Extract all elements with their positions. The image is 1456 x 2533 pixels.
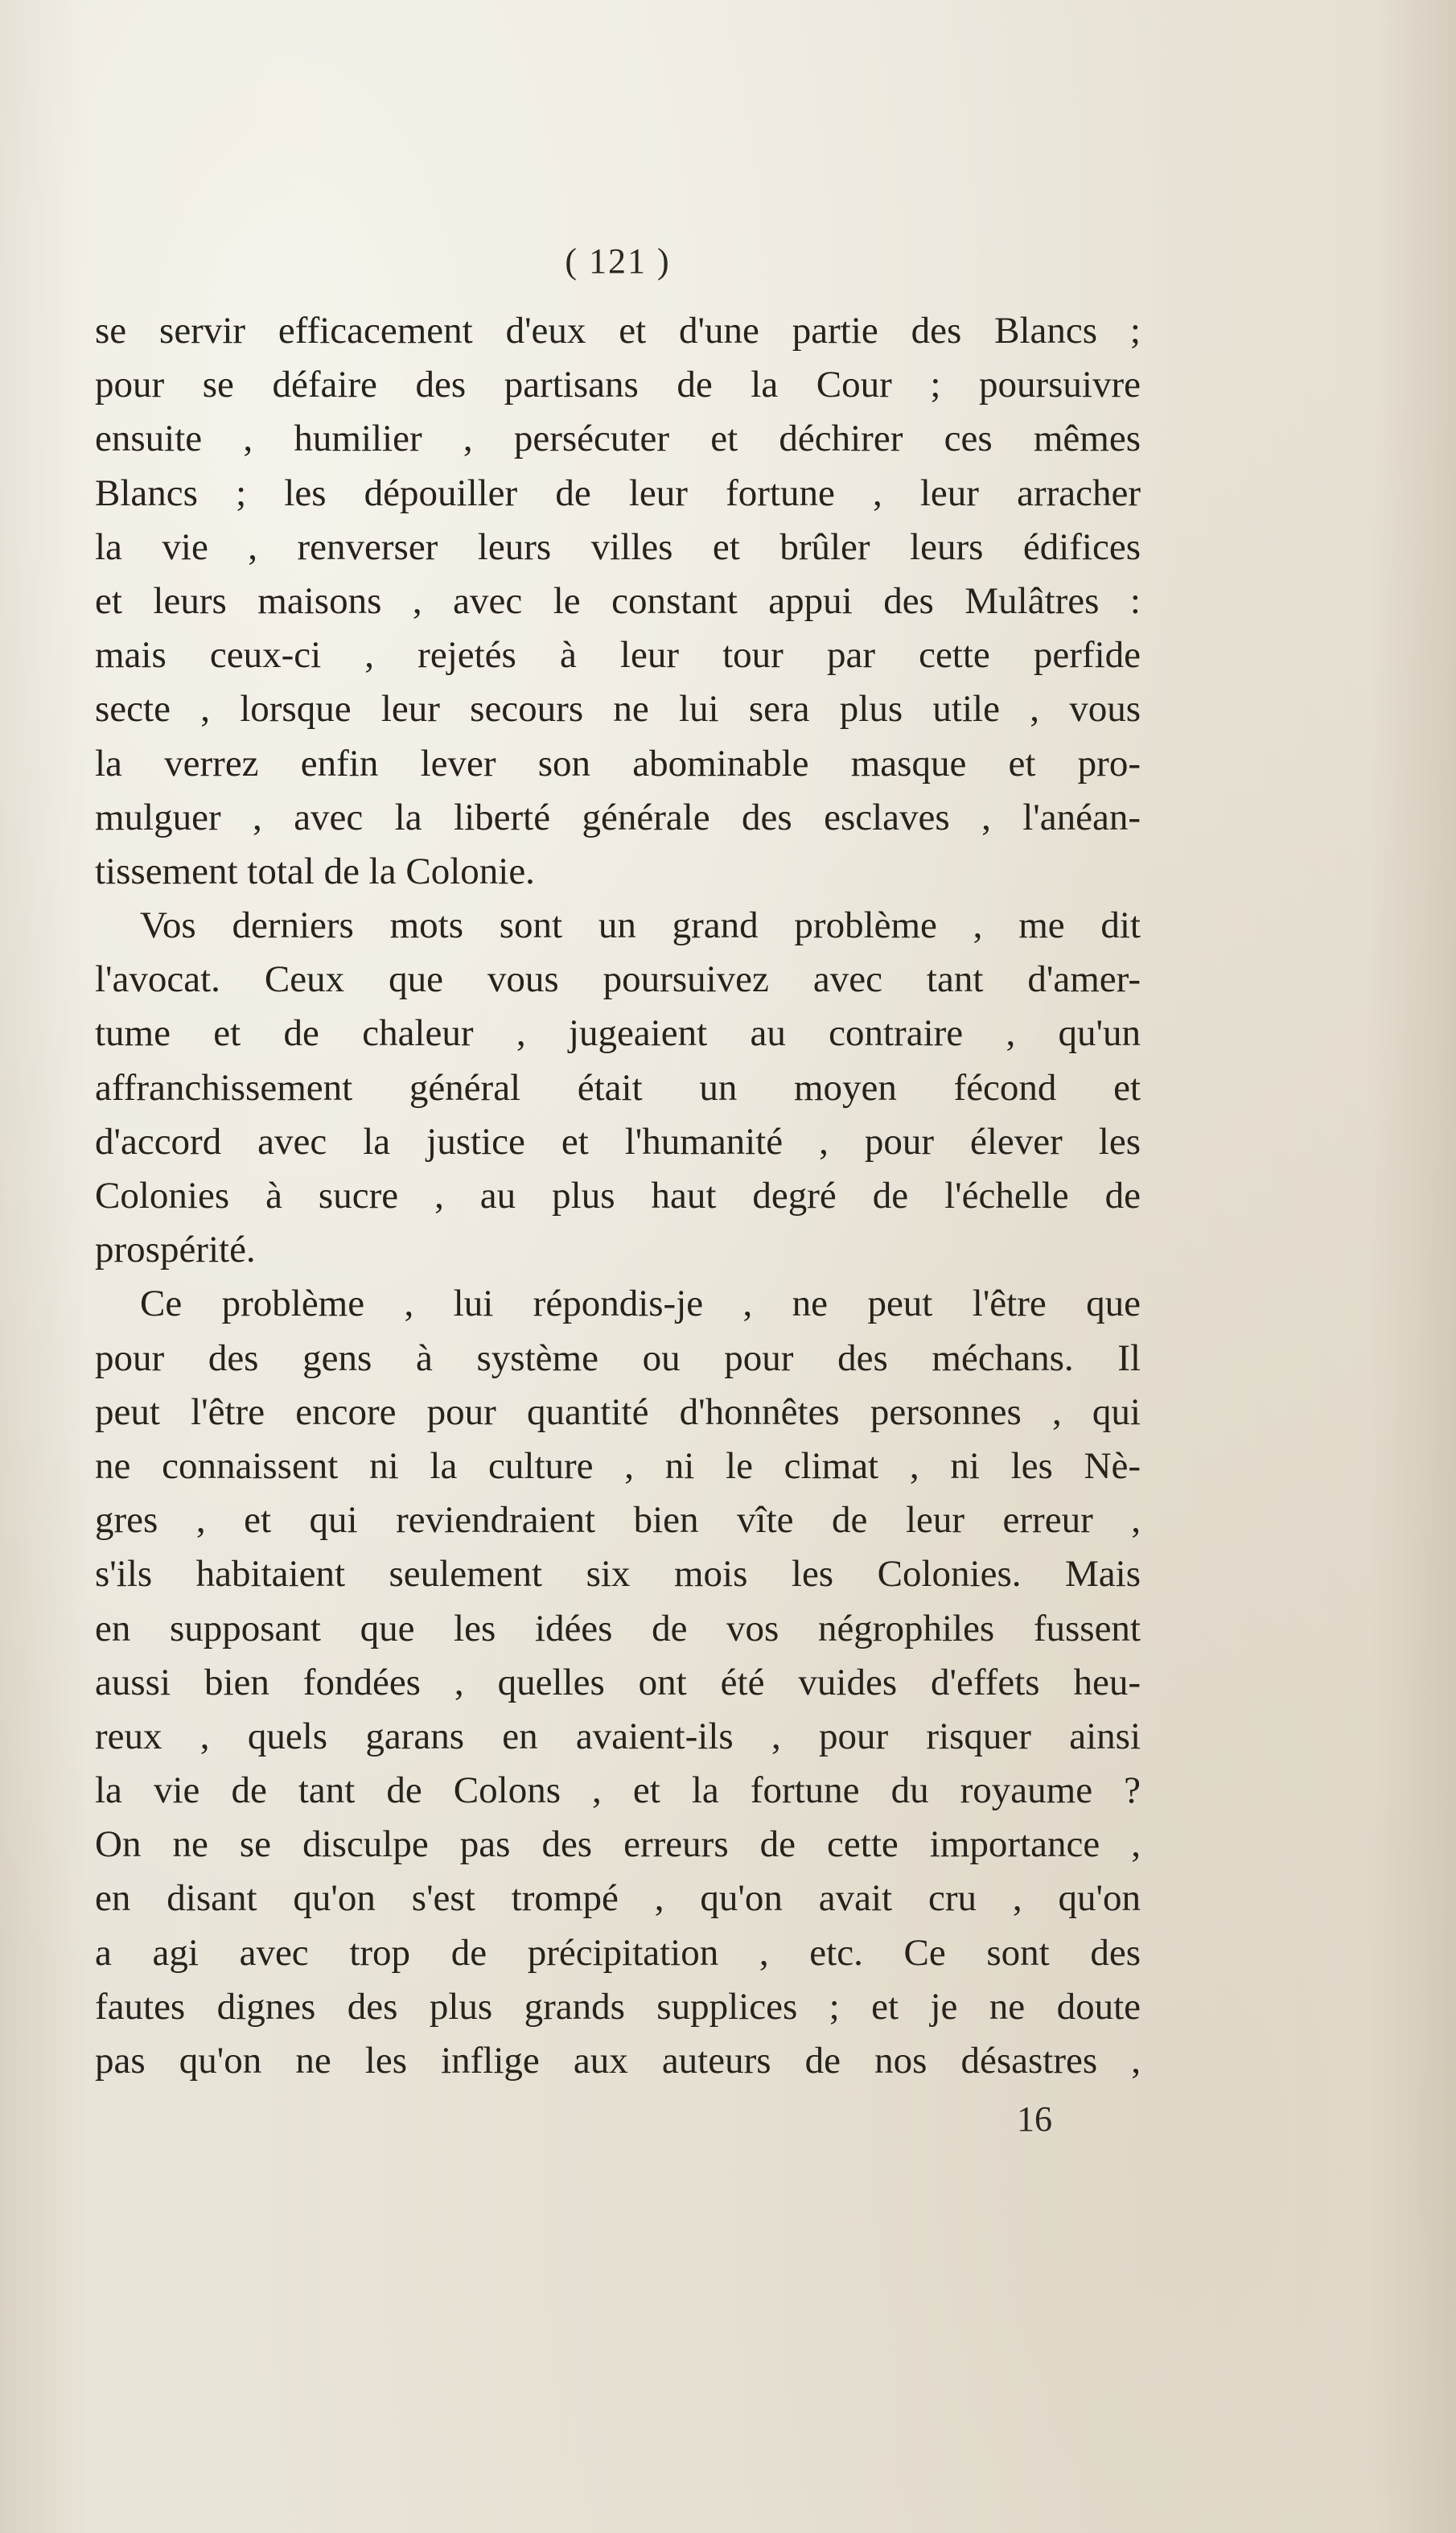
paragraph-2: [95, 899, 1141, 1277]
text-line: mulguer , avec la liberté générale des esclaves , l'anéan-: [95, 796, 1141, 838]
text-line: Colonies à sucre , au plus haut degré de l'échelle de: [95, 1175, 1141, 1217]
text-line: On ne se disculpe pas des erreurs de cette importance ,: [95, 1823, 1141, 1866]
text-line: la verrez enfin lever son abominable masque et pro-: [95, 742, 1141, 785]
text-line: en supposant que les idées de vos négrophiles fussent: [95, 1607, 1141, 1650]
text-line: reux , quels garans en avaient-ils , pour risquer ainsi: [95, 1715, 1141, 1757]
text-line: pour se défaire des partisans de la Cour ; poursuivre: [95, 364, 1141, 406]
text-line: s'ils habitaient seulement six mois les Colonies. Mais: [95, 1553, 1141, 1596]
text-line: affranchissement général était un moyen fécond et: [95, 1066, 1141, 1109]
text-line: peut l'être encore pour quantité d'honnêtes personnes , qui: [95, 1390, 1141, 1433]
text-line: l'avocat. Ceux que vous poursuivez avec tant d'amer-: [95, 958, 1141, 1001]
text-line: aussi bien fondées , quelles ont été vuides d'effets heu-: [95, 1661, 1141, 1703]
text-line: pas qu'on ne les inflige aux auteurs de nos désastres ,: [95, 2040, 1141, 2082]
text-line: ensuite , humilier , persécuter et déchirer ces mêmes: [95, 418, 1141, 460]
text-line: Blancs ; les dépouiller de leur fortune , leur arracher: [95, 472, 1141, 514]
text-line: et leurs maisons , avec le constant appui des Mulâtres :: [95, 579, 1141, 622]
text-line: tume et de chaleur , jugeaient au contraire , qu'un: [95, 1012, 1141, 1055]
text-line: prospérité.: [95, 1229, 256, 1271]
paragraph-1: [95, 304, 1141, 899]
text-line: ne connaissent ni la culture , ni le climat , ni les Nè-: [95, 1444, 1141, 1487]
text-line: fautes dignes des plus grands supplices ; et je ne doute: [95, 1985, 1141, 2028]
text-line: d'accord avec la justice et l'humanité , pour élever les: [95, 1120, 1141, 1163]
text-line: tissement total de la Colonie.: [95, 850, 535, 892]
text-line: secte , lorsque leur secours ne lui sera plus utile , vous: [95, 688, 1141, 731]
signature-mark: 16: [1017, 2099, 1052, 2140]
text-line: mais ceux-ci , rejetés à leur tour par cette perfide: [95, 634, 1141, 677]
text-line: a agi avec trop de précipitation , etc. Ce sont des: [95, 1931, 1141, 1974]
text-line: la vie , renverser leurs villes et brûler leurs édifices: [95, 525, 1141, 568]
page-number: ( 121 ): [565, 241, 671, 281]
text-line: Ce problème , lui répondis-je , ne peut l'être que: [140, 1283, 1141, 1325]
text-line: pour des gens à système ou pour des méchans. Il: [95, 1337, 1141, 1379]
text-line: gres , et qui reviendraient bien vîte de leur erreur ,: [95, 1499, 1141, 1542]
text-line: la vie de tant de Colons , et la fortune du royaume ?: [95, 1769, 1141, 1812]
text-line: Vos derniers mots sont un grand problème , me dit: [140, 904, 1141, 947]
paragraph-3: [95, 1277, 1141, 2088]
text-line: se servir efficacement d'eux et d'une partie des Blancs ;: [95, 310, 1141, 352]
text-block: [95, 233, 1141, 2148]
text-line: en disant qu'on s'est trompé , qu'on avait cru , qu'on: [95, 1877, 1141, 1920]
